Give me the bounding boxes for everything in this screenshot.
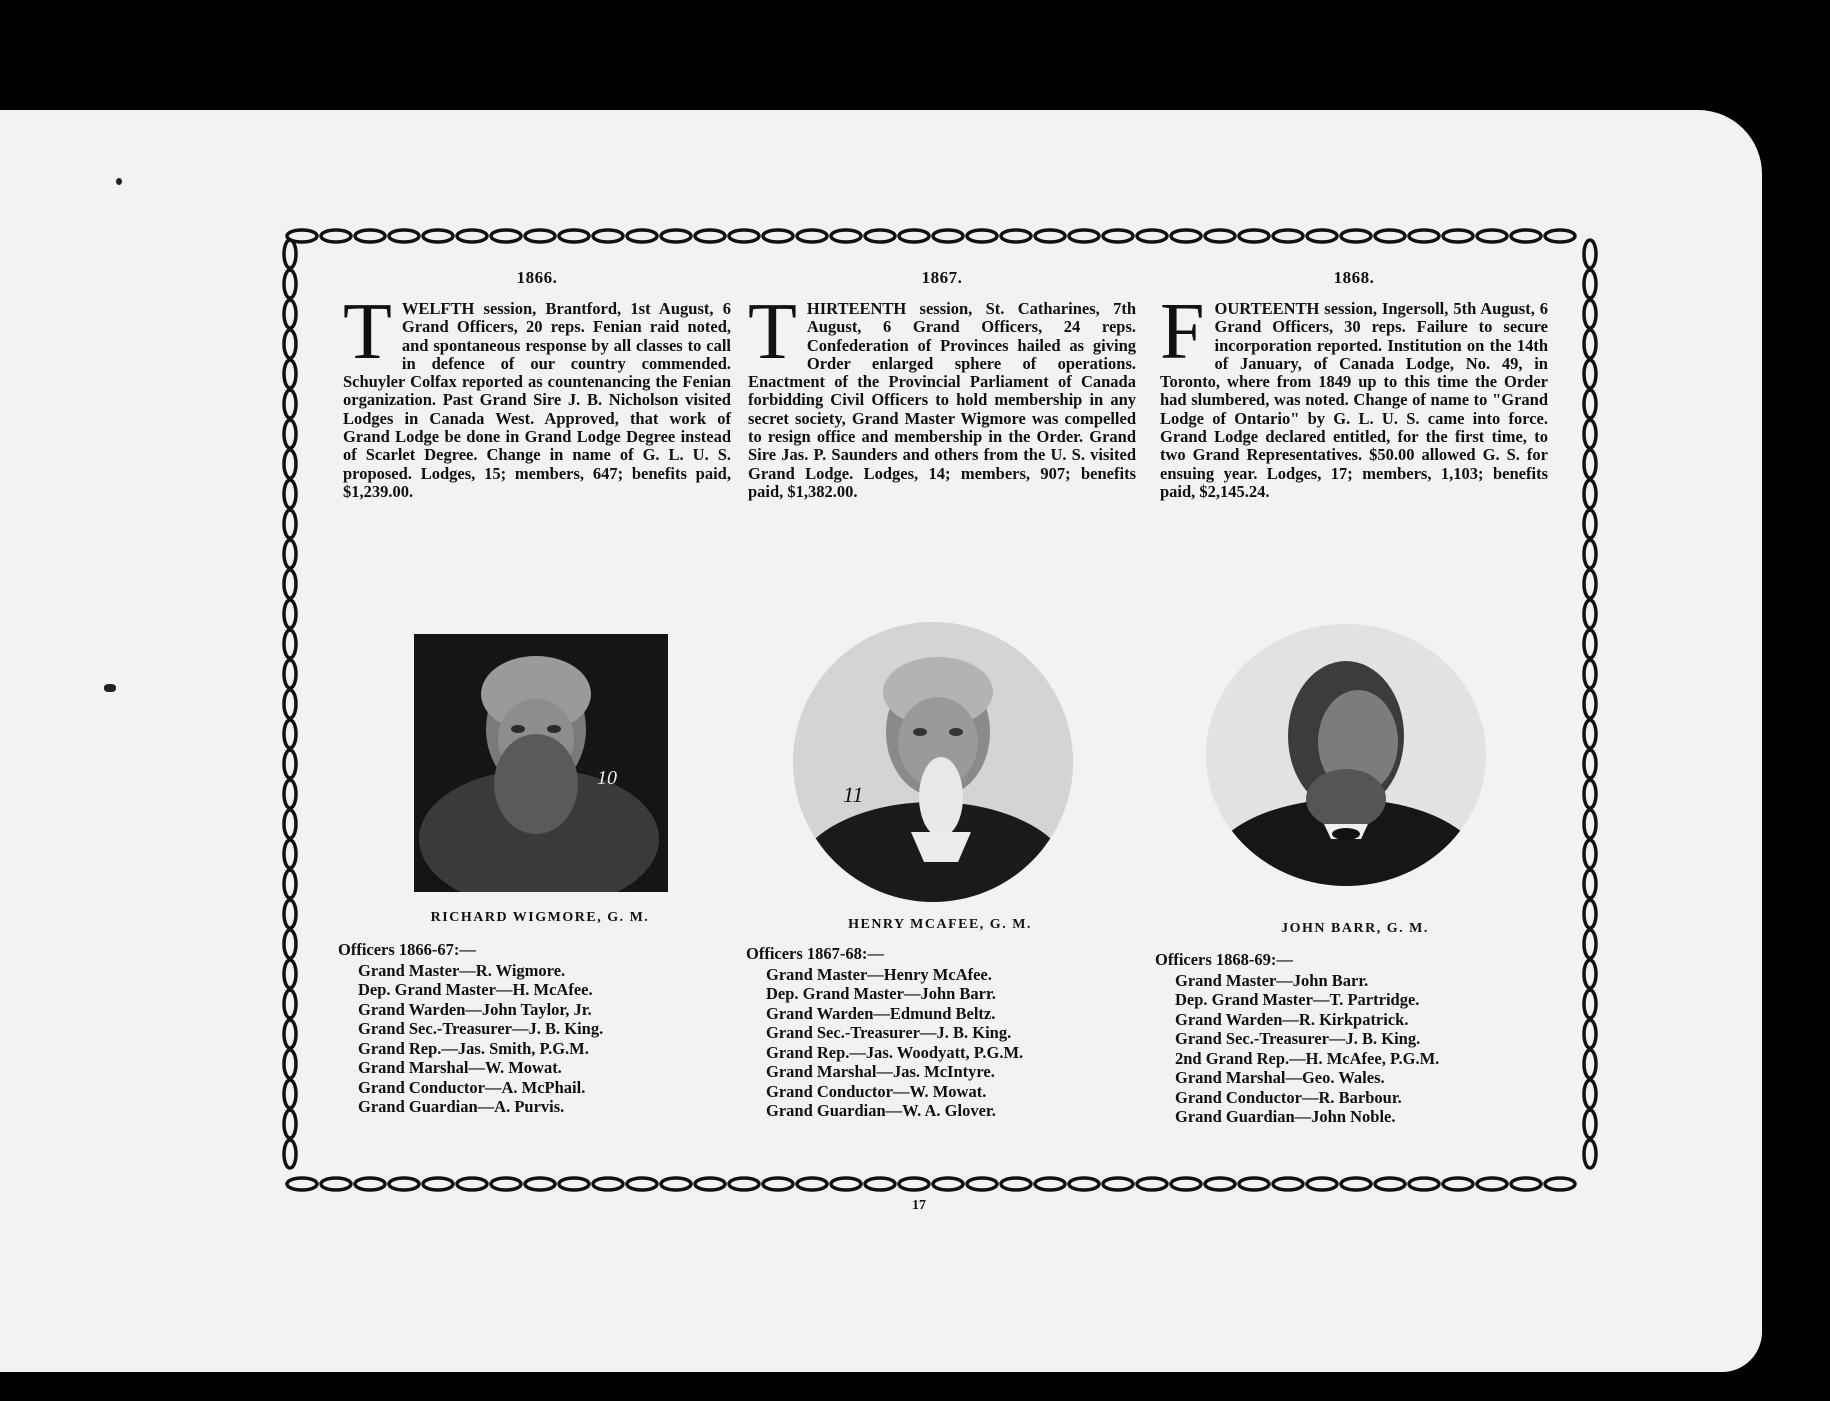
portrait-photo — [793, 622, 1073, 902]
chain-link — [729, 230, 759, 242]
chain-link — [525, 1178, 555, 1190]
chain-link — [1584, 780, 1596, 808]
chain-link — [1341, 230, 1371, 242]
chain-link — [491, 230, 521, 242]
officer-entry: Dep. Grand Master—John Barr. — [766, 984, 996, 1003]
chain-link — [1584, 990, 1596, 1018]
chain-link — [1584, 480, 1596, 508]
chain-link — [321, 1178, 351, 1190]
portrait-richard-wigmore — [414, 634, 668, 892]
session-paragraph — [748, 288, 1136, 501]
chain-link — [284, 810, 296, 838]
chain-link — [525, 230, 555, 242]
chain-link — [661, 1178, 691, 1190]
chain-link — [1584, 1020, 1596, 1048]
chain-link — [1584, 1080, 1596, 1108]
chain-link — [627, 230, 657, 242]
chain-link — [1069, 1178, 1099, 1190]
chain-link — [355, 230, 385, 242]
chain-link — [593, 1178, 623, 1190]
chain-link — [1511, 1178, 1541, 1190]
chain-link — [1584, 360, 1596, 388]
page-number: 17 — [912, 1198, 926, 1213]
chain-link — [559, 1178, 589, 1190]
chain-link — [457, 230, 487, 242]
chain-link — [284, 900, 296, 928]
chain-link — [284, 930, 296, 958]
chain-link — [284, 960, 296, 988]
chain-link — [1584, 930, 1596, 958]
officer-entry: Grand Rep.—Jas. Smith, P.G.M. — [358, 1038, 589, 1058]
portrait-caption: RICHARD WIGMORE, G. M. — [430, 910, 650, 925]
chain-link — [284, 390, 296, 418]
chain-link — [729, 1178, 759, 1190]
drop-cap: F — [1160, 288, 1205, 376]
chain-link — [284, 870, 296, 898]
chain-link — [1584, 270, 1596, 298]
chain-link — [1341, 1178, 1371, 1190]
chain-link — [284, 420, 296, 448]
chain-link — [865, 1178, 895, 1190]
chain-link — [1001, 1178, 1031, 1190]
column-1867 — [748, 268, 1136, 501]
chain-link — [284, 990, 296, 1018]
chain-link — [1137, 230, 1167, 242]
officers-list-1866-67 — [338, 940, 603, 1117]
chain-link — [457, 1178, 487, 1190]
chain-link — [1171, 1178, 1201, 1190]
chain-link — [627, 1178, 657, 1190]
officer-entry: Grand Marshal—Jas. McIntyre. — [766, 1062, 995, 1081]
chain-link — [287, 1178, 317, 1190]
officer-entry: Dep. Grand Master—H. McAfee. — [358, 980, 593, 999]
chain-link — [1584, 630, 1596, 658]
chain-link — [284, 270, 296, 298]
column-1868 — [1160, 268, 1548, 501]
session-paragraph — [1160, 288, 1548, 501]
chain-link — [763, 230, 793, 242]
year-heading: 1867. — [921, 268, 963, 287]
officer-entry: Grand Guardian—John Noble. — [1175, 1107, 1396, 1126]
chain-link — [1477, 230, 1507, 242]
officer-entry: Grand Warden—R. Kirkpatrick. — [1175, 1009, 1409, 1029]
officer-entry: Grand Master—R. Wigmore. — [358, 960, 566, 980]
chain-link — [284, 660, 296, 688]
chain-link — [1273, 230, 1303, 242]
chain-link — [1409, 1178, 1439, 1190]
chain-link — [1584, 900, 1596, 928]
officers-list-1867-68 — [746, 944, 1023, 1121]
chain-link — [1375, 230, 1405, 242]
chain-link — [284, 840, 296, 868]
chain-link — [1103, 230, 1133, 242]
chain-link — [1239, 1178, 1269, 1190]
chain-link — [1584, 1140, 1596, 1168]
chain-link — [1584, 600, 1596, 628]
chain-link — [284, 360, 296, 388]
officer-entry: 2nd Grand Rep.—H. McAfee, P.G.M. — [1175, 1048, 1440, 1068]
chain-link — [831, 1178, 861, 1190]
chain-link — [933, 230, 963, 242]
officers-list-1868-69 — [1155, 950, 1439, 1127]
chain-link — [491, 1178, 521, 1190]
portrait-photo — [414, 634, 668, 892]
chain-link — [1584, 540, 1596, 568]
portrait-caption: HENRY MCAFEE, G. M. — [848, 917, 1032, 932]
portrait-henry-mcafee — [793, 622, 1073, 902]
chain-link — [423, 1178, 453, 1190]
chain-link — [695, 1178, 725, 1190]
chain-link — [284, 1080, 296, 1108]
officer-entry: Grand Marshal—W. Mowat. — [358, 1058, 562, 1077]
chain-link — [1443, 1178, 1473, 1190]
ink-speck — [104, 684, 116, 692]
chain-link — [1035, 1178, 1065, 1190]
chain-link — [899, 1178, 929, 1190]
officer-entry: Grand Guardian—A. Purvis. — [358, 1097, 565, 1116]
chain-link — [1584, 570, 1596, 598]
session-paragraph — [343, 288, 731, 501]
chain-link — [1137, 1178, 1167, 1190]
portrait-number: 11 — [843, 782, 864, 807]
chain-link — [1584, 870, 1596, 898]
chain-link — [1584, 330, 1596, 358]
chain-link — [967, 1178, 997, 1190]
chain-link — [284, 630, 296, 658]
ink-speck — [116, 178, 122, 185]
chain-link — [1584, 450, 1596, 478]
chain-link — [284, 480, 296, 508]
chain-link — [661, 230, 691, 242]
chain-link — [1035, 230, 1065, 242]
drop-cap: T — [748, 288, 797, 376]
chain-link — [1584, 1110, 1596, 1138]
chain-link — [1001, 230, 1031, 242]
chain-link — [284, 720, 296, 748]
officers-heading: Officers 1866-67:— — [338, 940, 476, 959]
chain-link — [284, 510, 296, 538]
officer-entry: Grand Warden—Edmund Beltz. — [766, 1003, 996, 1023]
officer-entry: Grand Sec.-Treasurer—J. B. King. — [358, 1019, 604, 1038]
officers-heading: Officers 1867-68:— — [746, 944, 884, 963]
chain-link — [284, 1020, 296, 1048]
chain-link — [797, 1178, 827, 1190]
session-text: HIRTEENTH session, St. Catharines, 7th August, 6 Grand Officers, 24 reps. Confederation of Provinces hailed as giving Order enlarged sphere of operations. Enactment of the Provincial Parliament of Canada forbidding Civil Officers to hold membership in any secret society, Grand Master Wigmore was compelled to resign office and membership in the Order. Grand Sire Jas. P. Saunders and others from the U. S. visited Grand Lodge. Lodges, 14; members, 907; benefits paid, $1,382.00. — [748, 299, 1136, 501]
chain-link — [1584, 840, 1596, 868]
officer-entry: Grand Conductor—W. Mowat. — [766, 1081, 987, 1101]
chain-link — [1511, 230, 1541, 242]
chain-link — [355, 1178, 385, 1190]
chain-link — [284, 1110, 296, 1138]
chain-link — [1443, 230, 1473, 242]
chain-link — [1584, 240, 1596, 268]
chain-link — [1584, 810, 1596, 838]
chain-link — [284, 300, 296, 328]
officer-entry: Grand Marshal—Geo. Wales. — [1175, 1068, 1385, 1087]
chain-link — [593, 230, 623, 242]
officer-entry: Grand Sec.-Treasurer—J. B. King. — [1175, 1029, 1421, 1048]
chain-link — [1584, 960, 1596, 988]
chain-link — [1239, 230, 1269, 242]
chain-link — [284, 750, 296, 778]
chain-link — [1103, 1178, 1133, 1190]
chain-link — [284, 540, 296, 568]
officer-entry: Dep. Grand Master—T. Partridge. — [1175, 990, 1420, 1009]
chain-link — [831, 230, 861, 242]
chain-link — [1273, 1178, 1303, 1190]
chain-link — [284, 330, 296, 358]
chain-link — [1584, 420, 1596, 448]
officer-entry: Grand Master—Henry McAfee. — [766, 964, 992, 984]
chain-link — [1584, 720, 1596, 748]
portrait-number: 10 — [597, 767, 617, 789]
chain-link — [1375, 1178, 1405, 1190]
chain-link — [423, 230, 453, 242]
chain-link — [284, 240, 296, 268]
chain-link — [559, 230, 589, 242]
portrait-john-barr — [1206, 624, 1486, 886]
chain-link — [1307, 230, 1337, 242]
chain-link — [1584, 390, 1596, 418]
officer-entry: Grand Master—John Barr. — [1175, 970, 1369, 990]
chain-link — [1069, 230, 1099, 242]
chain-link — [1171, 230, 1201, 242]
chain-link — [389, 1178, 419, 1190]
chain-link — [1584, 690, 1596, 718]
chain-link — [1584, 750, 1596, 778]
chain-link — [899, 230, 929, 242]
chain-link — [284, 690, 296, 718]
officer-entry: Grand Guardian—W. A. Glover. — [766, 1101, 996, 1120]
column-1866 — [343, 268, 731, 501]
session-text: WELFTH session, Brantford, 1st August, 6 Grand Officers, 20 reps. Fenian raid noted, and spontaneous response by all classes to call in defence of our country commended. Schuyler Colfax reported as countenancing the Fenian organization. Past Grand Sire J. B. Nicholson visited Lodges in Canada West. Approved, that work of Grand Lodge be done in Grand Lodge Degree instead of Scarlet Degree. Change in name of G. L. U. S. proposed. Lodges, 15; members, 647; benefits paid, $1,239.00. — [343, 299, 731, 501]
chain-link — [389, 230, 419, 242]
chain-link — [1584, 510, 1596, 538]
session-text: OURTEENTH session, Ingersoll, 5th August, 6 Grand Officers, 30 reps. Failure to secure incorporation reported. Institution on the 14th of January, of Canada Lodge, No. 49, in Toronto, where from 1849 up to this time the Order had slumbered, was noted. Change of name to "Grand Lodge of Ontario" by G. L. U. S. came into force. Grand Lodge declared entitled, for the first time, to two Grand Representatives. $50.00 allowed G. S. for ensuing year. Lodges, 17; members, 1,103; benefits paid, $2,145.24. — [1160, 299, 1548, 501]
chain-link — [1409, 230, 1439, 242]
year-heading: 1868. — [1333, 268, 1375, 287]
chain-link — [967, 230, 997, 242]
chain-link — [284, 1050, 296, 1078]
chain-link — [797, 230, 827, 242]
chain-link — [1205, 230, 1235, 242]
officer-entry: Grand Warden—John Taylor, Jr. — [358, 999, 592, 1019]
chain-link — [865, 230, 895, 242]
chain-link — [284, 570, 296, 598]
chain-link — [1584, 660, 1596, 688]
portrait-caption: JOHN BARR, G. M. — [1281, 921, 1429, 936]
year-heading: 1866. — [516, 268, 558, 287]
chain-link — [1477, 1178, 1507, 1190]
drop-cap: T — [343, 288, 392, 376]
chain-link — [284, 450, 296, 478]
portrait-photo — [1206, 624, 1486, 886]
chain-link — [1307, 1178, 1337, 1190]
chain-link — [284, 780, 296, 808]
officer-entry: Grand Sec.-Treasurer—J. B. King. — [766, 1023, 1012, 1042]
chain-link — [284, 1140, 296, 1168]
chain-link — [695, 230, 725, 242]
chain-link — [1205, 1178, 1235, 1190]
officers-heading: Officers 1868-69:— — [1155, 950, 1293, 969]
officer-entry: Grand Rep.—Jas. Woodyatt, P.G.M. — [766, 1042, 1024, 1062]
chain-link — [763, 1178, 793, 1190]
chain-link — [933, 1178, 963, 1190]
chain-link — [1584, 300, 1596, 328]
chain-link — [321, 230, 351, 242]
chain-link — [1584, 1050, 1596, 1078]
chain-link — [284, 600, 296, 628]
officer-entry: Grand Conductor—A. McPhail. — [358, 1077, 586, 1097]
officer-entry: Grand Conductor—R. Barbour. — [1175, 1087, 1402, 1107]
chain-link — [1545, 1178, 1575, 1190]
chain-link — [1545, 230, 1575, 242]
